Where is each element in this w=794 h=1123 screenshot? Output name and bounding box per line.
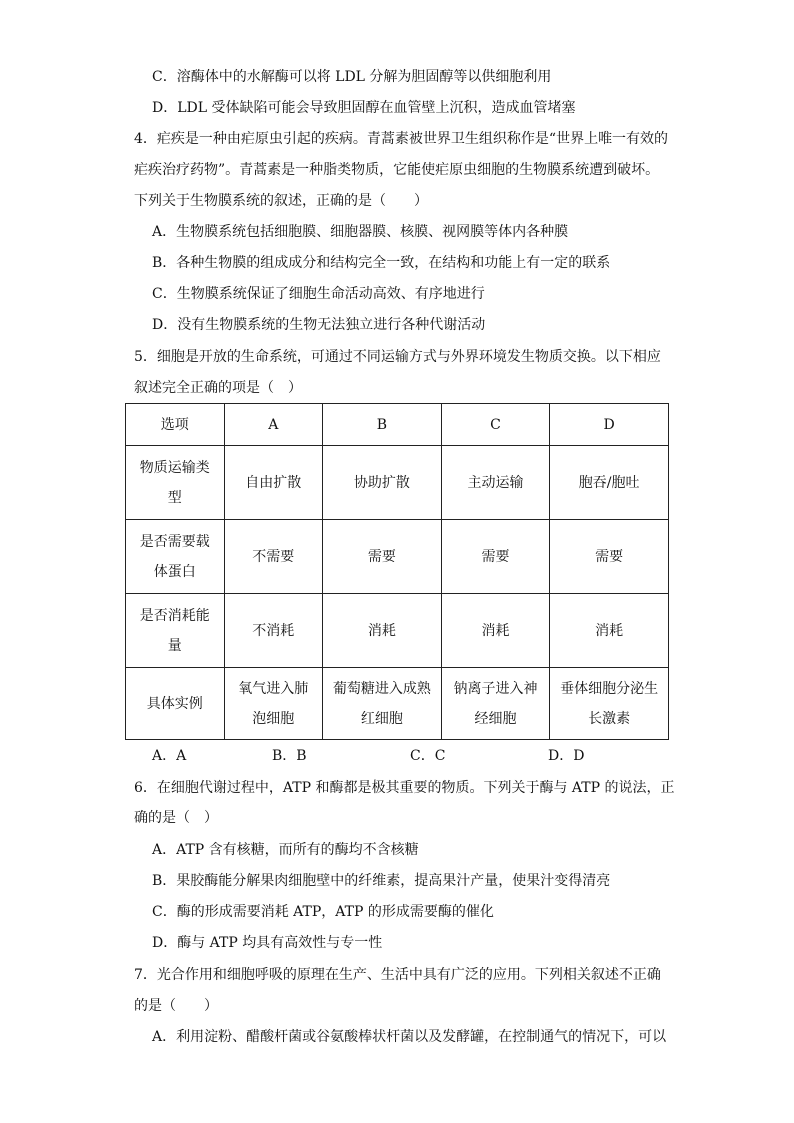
table-cell (441, 668, 550, 740)
table-row (126, 446, 669, 520)
cell-line: 经细胞 (474, 710, 517, 727)
table-header-cell: A (224, 404, 323, 446)
option-b-q6: B．果胶酶能分解果肉细胞壁中的纤维素，提高果汁产量，使果汁变得清亮 (152, 873, 611, 889)
row-label-line: 型 (167, 489, 182, 506)
row-label (126, 520, 225, 594)
question-4-stem-line-1: 4．疟疾是一种由疟原虫引起的疾病。青蒿素被世界卫生组织称作是“世界上唯一有效的 (134, 131, 669, 147)
question-7-stem-line-1: 7．光合作用和细胞呼吸的原理在生产、生活中具有广泛的应用。下列相关叙述不正确 (134, 967, 661, 983)
table-cell: 主动运输 (441, 446, 550, 520)
table-cell: 自由扩散 (224, 446, 323, 520)
option-a-q7: A．利用淀粉、醋酸杆菌或谷氨酸棒状杆菌以及发酵罐，在控制通气的情况下，可以 (152, 1029, 667, 1045)
transport-table (125, 403, 669, 740)
answer-option-b: B．B (272, 748, 307, 764)
table-cell: 需要 (550, 520, 669, 594)
table-cell (550, 668, 669, 740)
table-cell: 消耗 (550, 594, 669, 668)
table-cell: 协助扩散 (323, 446, 442, 520)
question-4-stem-line-2: 疟疾治疗药物”。青蒿素是一种脂类物质，它能使疟原虫细胞的生物膜系统遭到破坏。 (134, 162, 660, 178)
cell-line: 钠离子进入神 (453, 680, 538, 697)
row-label (126, 594, 225, 668)
table-header-cell: 选项 (126, 404, 225, 446)
row-label-line: 量 (167, 637, 182, 654)
table-row (126, 668, 669, 740)
table-cell: 不消耗 (224, 594, 323, 668)
table-cell: 不需要 (224, 520, 323, 594)
cell-line: 红细胞 (360, 710, 403, 727)
row-label (126, 446, 225, 520)
table-row (126, 520, 669, 594)
question-5-stem-line-2: 叙述完全正确的项是（ ） (134, 380, 302, 396)
cell-line: 氧气进入肺 (238, 680, 309, 697)
option-c-q3: C．溶酶体中的水解酶可以将 LDL 分解为胆固醇等以供细胞利用 (152, 69, 552, 85)
option-b-q4: B．各种生物膜的组成成分和结构完全一致，在结构和功能上有一定的联系 (152, 255, 611, 271)
row-label-line: 是否需要载 (139, 533, 210, 550)
row-label-line: 物质运输类 (139, 459, 210, 476)
answer-option-d: D．D (548, 748, 585, 764)
table-cell: 消耗 (323, 594, 442, 668)
cell-line: 泡细胞 (252, 710, 295, 727)
cell-line: 葡萄糖进入成熟 (332, 680, 431, 697)
row-label: 具体实例 (126, 668, 225, 740)
cell-line: 长激素 (588, 710, 631, 727)
table-header-cell: B (323, 404, 442, 446)
answer-option-c: C．C (410, 748, 446, 764)
option-d-q4: D．没有生物膜系统的生物无法独立进行各种代谢活动 (152, 317, 486, 333)
question-5-stem-line-1: 5．细胞是开放的生命系统，可通过不同运输方式与外界环境发生物质交换。以下相应 (134, 349, 661, 365)
question-6-stem-line-1: 6．在细胞代谢过程中，ATP 和酶都是极其重要的物质。下列关于酶与 ATP 的说法，正 (134, 780, 675, 796)
table-cell: 胞吞/胞吐 (550, 446, 669, 520)
row-label-line: 是否消耗能 (139, 607, 210, 624)
table-row (126, 594, 669, 668)
cell-line: 垂体细胞分泌生 (560, 680, 659, 697)
option-d-q6: D．酶与 ATP 均具有高效性与专一性 (152, 935, 383, 951)
table-cell: 消耗 (441, 594, 550, 668)
table-cell (224, 668, 323, 740)
question-7-stem-line-2: 的是（ ） (134, 998, 218, 1014)
table-header-cell: C (441, 404, 550, 446)
table-cell: 需要 (441, 520, 550, 594)
row-label-line: 体蛋白 (153, 563, 196, 580)
table-cell: 需要 (323, 520, 442, 594)
option-c-q6: C．酶的形成需要消耗 ATP，ATP 的形成需要酶的催化 (152, 904, 494, 920)
table-cell (323, 668, 442, 740)
question-6-stem-line-2: 确的是（ ） (134, 810, 218, 826)
option-a-q6: A．ATP 含有核糖，而所有的酶均不含核糖 (152, 842, 419, 858)
answer-option-a: A．A (152, 748, 187, 764)
question-4-stem-line-3: 下列关于生物膜系统的叙述，正确的是（ ） (134, 193, 428, 209)
table-header-row (126, 404, 669, 446)
table-header-cell: D (550, 404, 669, 446)
option-c-q4: C．生物膜系统保证了细胞生命活动高效、有序地进行 (152, 286, 485, 302)
option-d-q3: D．LDL 受体缺陷可能会导致胆固醇在血管壁上沉积，造成血管堵塞 (152, 100, 576, 116)
option-a-q4: A．生物膜系统包括细胞膜、细胞器膜、核膜、视网膜等体内各种膜 (152, 224, 569, 240)
